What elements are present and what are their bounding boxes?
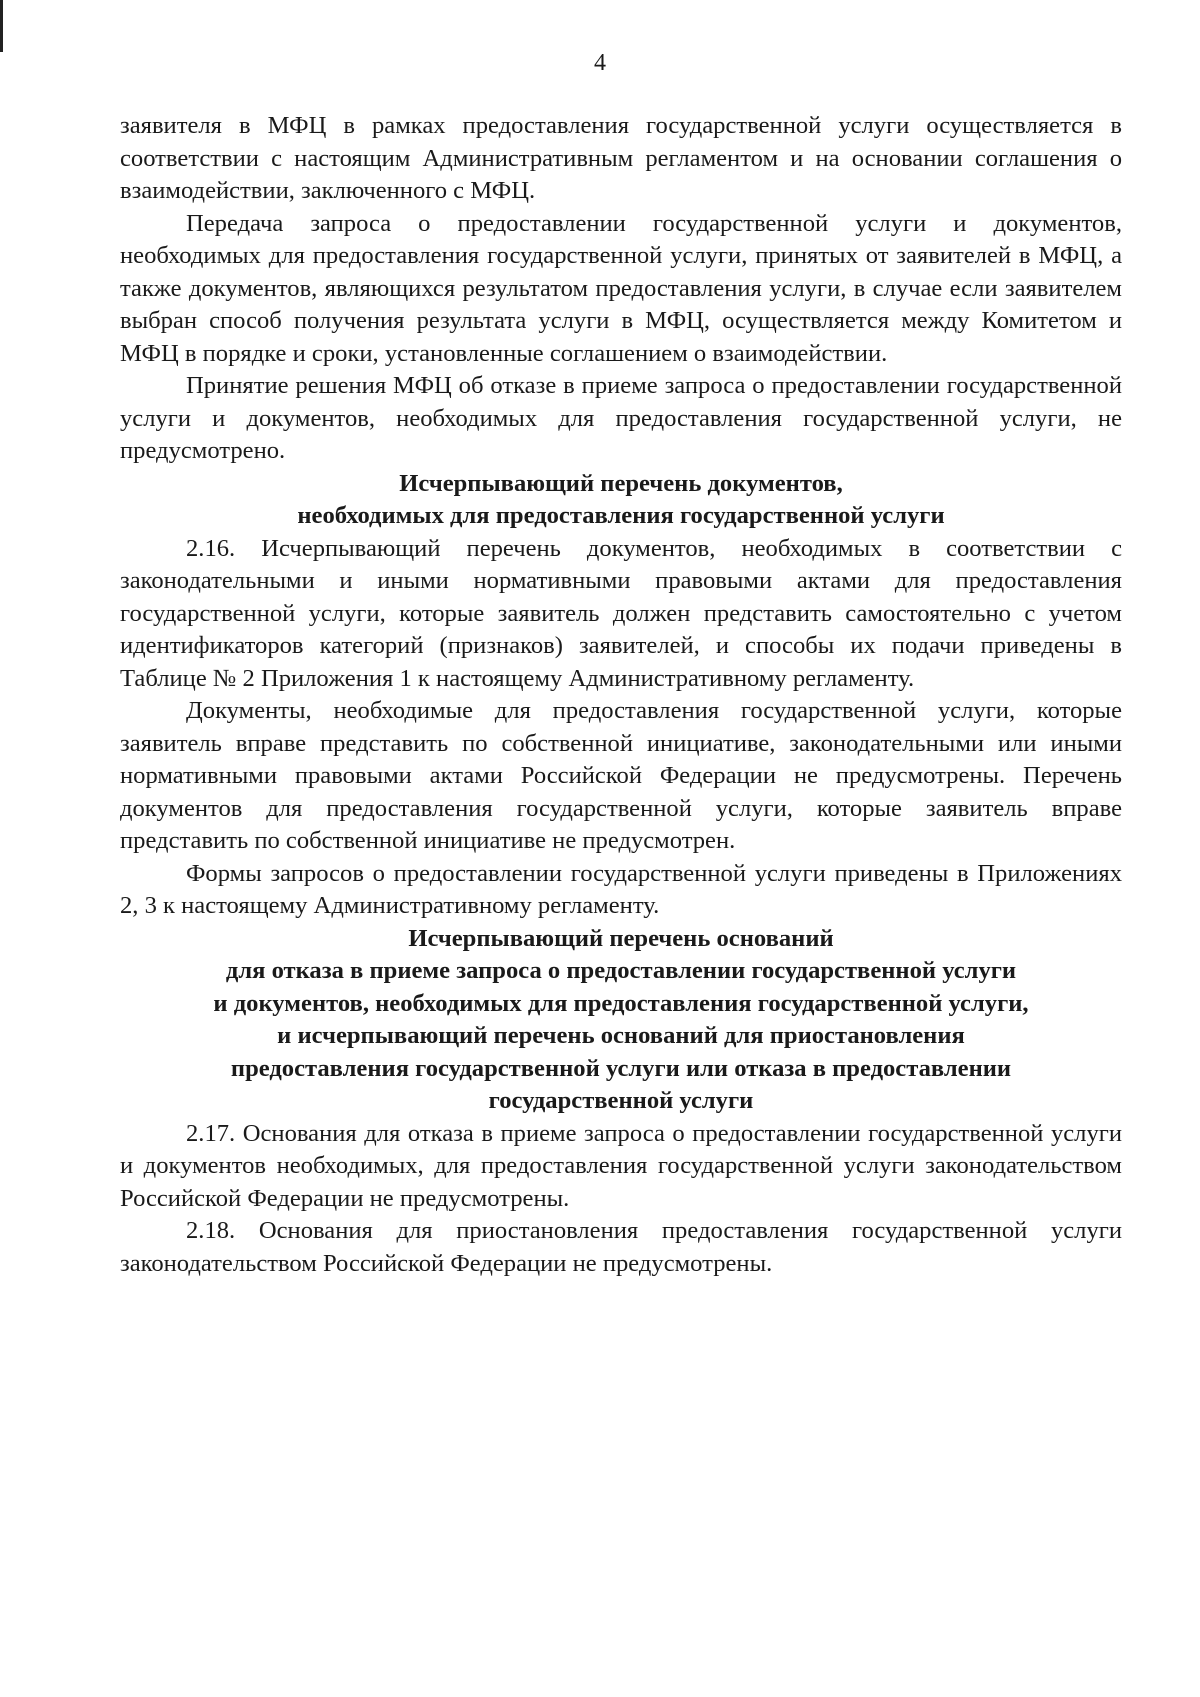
section-heading-documents: Исчерпывающий перечень документов, необходимых для предоставления государственной услуги — [297, 469, 945, 529]
paragraph-mfc-interaction: заявителя в МФЦ в рамках предоставления государственной услуги осуществляется в соответствии с настоящим Административным регламентом и на основании соглашения о взаимодействии, заключенного с МФЦ. — [120, 112, 1122, 204]
paragraph-mfc-refusal: Принятие решения МФЦ об отказе в приеме запроса о предоставлении государственной услуги и документов, необходимых для предоставления государственной услуги, не предусмотрено. — [120, 372, 1122, 464]
document-body — [120, 110, 1122, 1280]
paragraph-2-17: 2.17. Основания для отказа в приеме запроса о предоставлении государственной услуги и документов необходимых, для предоставления государственной услуги законодательством Российской Федерации не предусмотрены. — [120, 1119, 1122, 1212]
scan-edge-mark — [0, 0, 10, 52]
section-heading-refusal-grounds: Исчерпывающий перечень оснований для отказа в приеме запроса о предоставлении государственной услуги и документов, необходимых для предоставления государственной услуги, и исчерпывающий перечень оснований для приостановления предоставления государственной услуги или отказа в предоставлении государственной услуги — [213, 924, 1029, 1114]
page-number: 4 — [594, 50, 606, 76]
paragraph-optional-documents: Документы, необходимые для предоставления государственной услуги, которые заявитель вправе представить по собственной инициативе, законодательными или иными нормативными правовыми актами Российской Федерации не предусмотрены. Перечень документов для предоставления государственной услуги, которые заявитель вправе представить по собственной инициативе не предусмотрен. — [120, 697, 1122, 854]
paragraph-2-16: 2.16. Исчерпывающий перечень документов, необходимых в соответствии с законодательными и иными нормативными правовыми актами для предоставления государственной услуги, которые заявитель должен представить самостоятельно с учетом идентификаторов категорий (признаков) заявителей, и способы их подачи приведены в Таблице № 2 Приложения 1 к настоящему Административному регламенту. — [120, 534, 1122, 692]
paragraph-request-forms: Формы запросов о предоставлении государственной услуги приведены в Приложениях 2, 3 к настоящему Административному регламенту. — [120, 859, 1122, 919]
paragraph-request-transfer: Передача запроса о предоставлении государственной услуги и документов, необходимых для предоставления государственной услуги, принятых от заявителей в МФЦ, а также документов, являющихся результатом предоставления услуги, в случае если заявителем выбран способ получения результата услуги в МФЦ, осуществляется между Комитетом и МФЦ в порядке и сроки, установленные соглашением о взаимодействии. — [120, 209, 1122, 367]
paragraph-2-18: 2.18. Основания для приостановления предоставления государственной услуги законодательством Российской Федерации не предусмотрены. — [120, 1217, 1122, 1277]
